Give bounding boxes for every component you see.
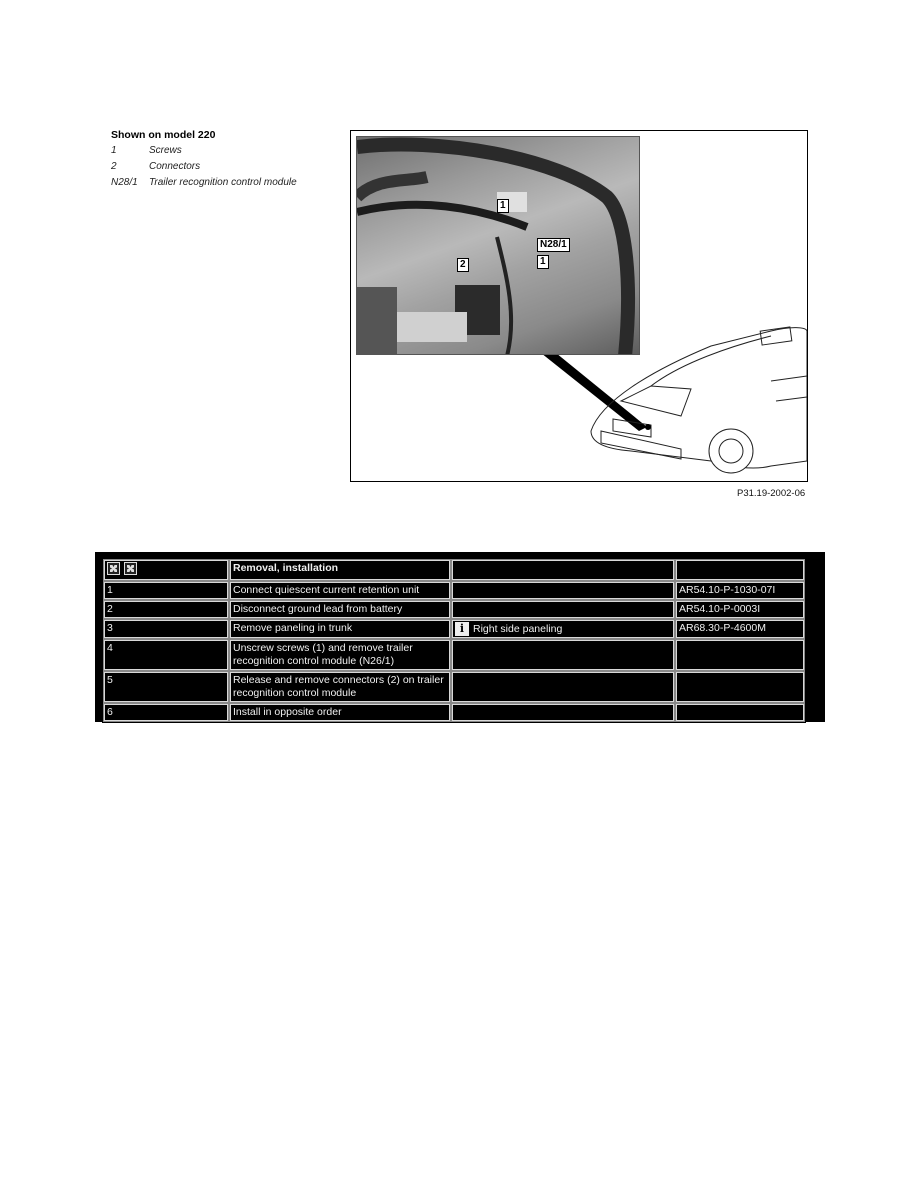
table-row: 1 Connect quiescent current retention unit AR54.10-P-1030-07I	[104, 582, 804, 599]
callout-screw-1: 1	[497, 199, 509, 213]
trunk-photo	[356, 136, 640, 355]
figure-legend	[111, 127, 297, 191]
reference-link[interactable]: AR54.10-P-0003I	[676, 601, 804, 618]
procedure-table	[95, 552, 825, 722]
legend-item: 1 Screws	[111, 145, 182, 156]
callout-connectors: 2	[457, 258, 469, 272]
figure-code: P31.19-2002-06	[737, 488, 806, 499]
info-icon[interactable]: i	[455, 622, 469, 636]
table-row: 6 Install in opposite order	[104, 704, 804, 721]
expand-icon[interactable]	[107, 562, 120, 575]
header-icons	[104, 560, 228, 580]
legend-title: Shown on model 220	[111, 129, 216, 141]
table-row: 4 Unscrew screws (1) and remove trailer recognition control module (N26/1)	[104, 640, 804, 670]
reference-link[interactable]: AR68.30-P-4600M	[676, 620, 804, 638]
reference-link[interactable]: AR54.10-P-1030-07I	[676, 582, 804, 599]
collapse-icon[interactable]	[124, 562, 137, 575]
callout-screw-2: 1	[537, 255, 549, 269]
table-row: 3 Remove paneling in trunk i Right side paneling AR68.30-P-4600M	[104, 620, 804, 638]
header-col4	[676, 560, 804, 580]
illustration-figure	[350, 130, 808, 482]
legend-item: N28/1 Trailer recognition control module	[111, 177, 297, 188]
legend-item: 2 Connectors	[111, 161, 201, 172]
table-row: 5 Release and remove connectors (2) on trailer recognition control module	[104, 672, 804, 702]
note-text: Right side paneling	[473, 622, 563, 635]
table-row: 2 Disconnect ground lead from battery AR54.10-P-0003I	[104, 601, 804, 618]
table-header	[104, 560, 804, 580]
header-title: Removal, installation	[230, 560, 450, 580]
header-col3	[452, 560, 674, 580]
callout-module: N28/1	[537, 238, 570, 252]
